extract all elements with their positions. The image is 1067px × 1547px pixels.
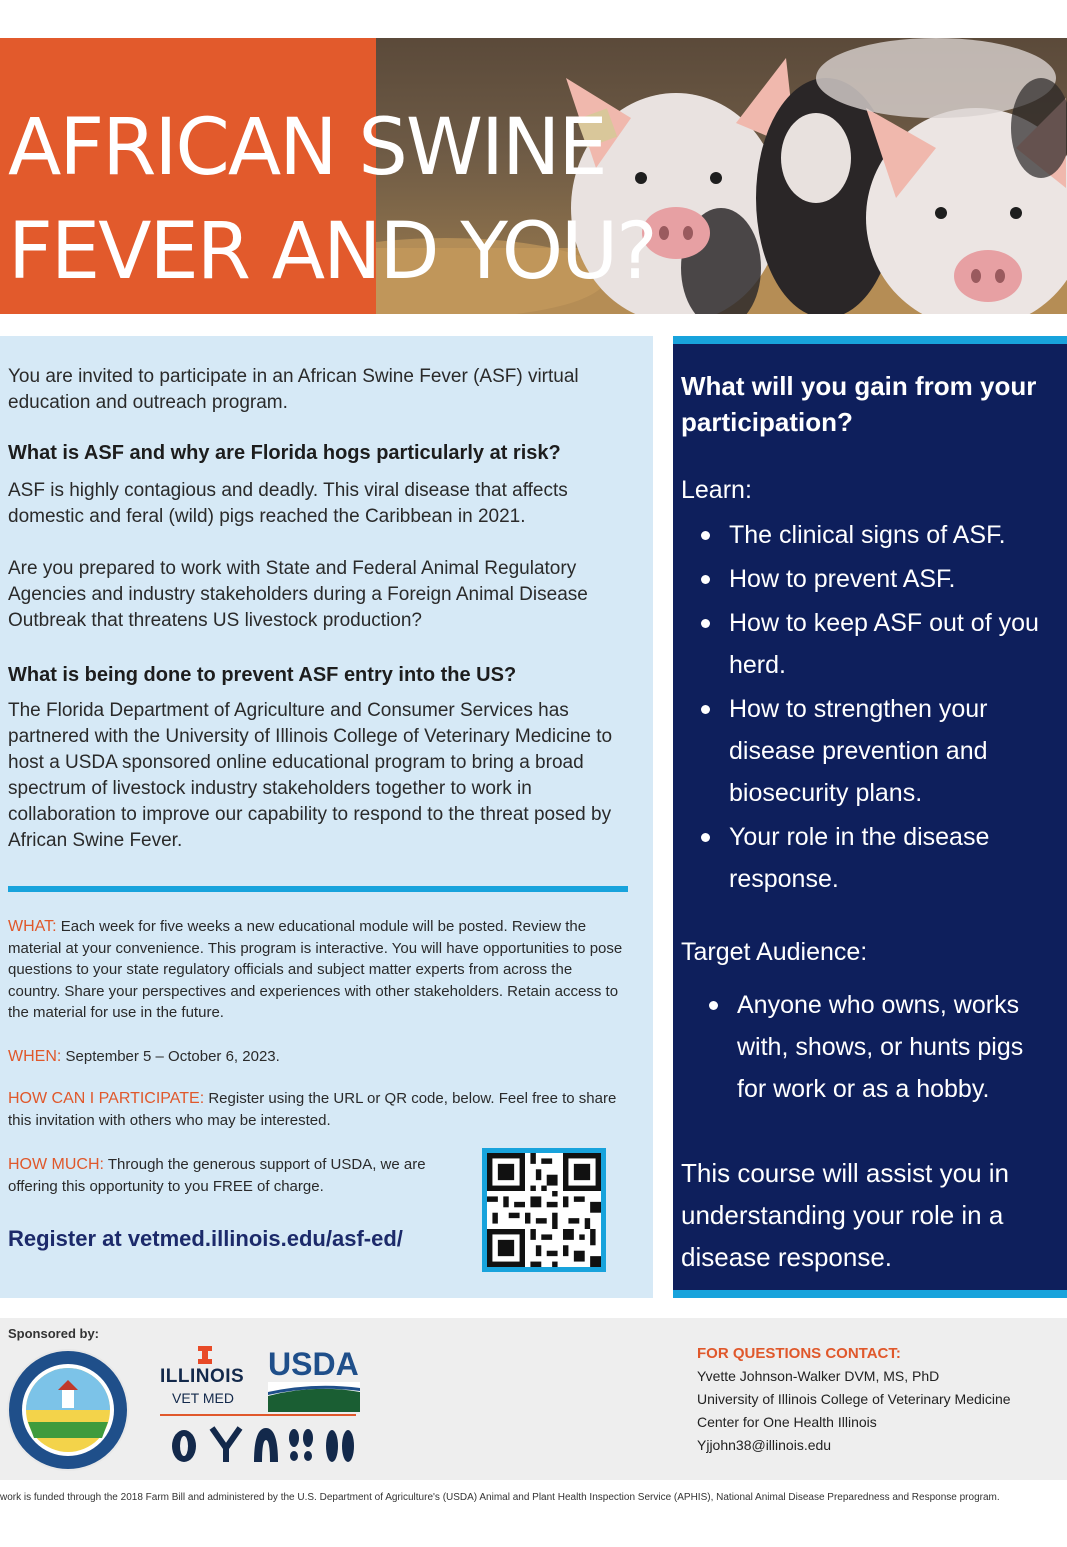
register-link[interactable]: Register at vetmed.illinois.edu/asf-ed/: [8, 1226, 403, 1251]
contact-heading: FOR QUESTIONS CONTACT:: [697, 1345, 901, 1362]
section-divider: [8, 886, 628, 892]
usda-wordmark: USDA: [268, 1346, 359, 1382]
when-block: [8, 1046, 638, 1068]
cost-block: [8, 1154, 428, 1197]
fdacs-seal-logo: [6, 1348, 130, 1472]
learn-item: Your role in the disease: [681, 816, 1067, 858]
learn-item-continued: disease prevention and: [729, 737, 988, 765]
vetmed-wordmark: VET MED: [172, 1390, 234, 1406]
learn-item-continued: biosecurity plans.: [729, 779, 923, 807]
prevention-heading: What is being done to prevent ASF entry into the US?: [8, 664, 517, 686]
asf-risk-section: [8, 440, 638, 634]
sponsored-by-label: Sponsored by:: [8, 1326, 100, 1341]
info-panel: [0, 336, 653, 1298]
benefits-panel: [673, 336, 1067, 1298]
learn-item: How to strengthen your: [681, 688, 1067, 730]
bullet-icon: [701, 705, 710, 714]
benefits-heading: What will you gain from your participation?: [681, 371, 1037, 437]
learn-item: How to prevent ASF.: [681, 558, 1067, 600]
learn-item: The clinical signs of ASF.: [681, 514, 1067, 556]
contact-center: Center for One Health Illinois: [697, 1414, 877, 1430]
audience-list: [689, 984, 1067, 1110]
what-block: [8, 916, 628, 1024]
participate-text: Register using the URL or QR code, below. Feel free to share this invitation with others who may be interested.: [8, 1090, 617, 1129]
contact-name: Yvette Johnson-Walker DVM, MS, PhD: [697, 1368, 940, 1384]
audience-item: Anyone who owns, works: [689, 984, 1067, 1026]
hero-title: [8, 96, 656, 304]
animal-tracks-icon: [166, 1424, 356, 1464]
qr-code[interactable]: [482, 1148, 606, 1272]
learn-list: [681, 514, 1067, 900]
intro-paragraph: You are invited to participate in an African Swine Fever (ASF) virtual education and outreach program.: [8, 366, 579, 413]
learn-item-continued: response.: [729, 865, 839, 893]
bullet-icon: [701, 575, 710, 584]
bullet-icon: [709, 1001, 718, 1010]
illinois-wordmark: ILLINOIS: [160, 1366, 245, 1387]
asf-risk-paragraph: ASF is highly contagious and deadly. This viral disease that affects domestic and feral (wild) pigs reached the Caribbean in 2021.: [8, 480, 568, 527]
hero-title-line-2: FEVER AND YOU?: [8, 207, 656, 297]
participate-block: [8, 1088, 618, 1131]
logo-divider: [160, 1414, 356, 1416]
audience-label: Target Audience:: [681, 938, 868, 966]
learn-label: Learn:: [681, 476, 752, 504]
contact-organization: University of Illinois College of Veterinary Medicine: [697, 1391, 1011, 1407]
audience-item-continued: for work or as a hobby.: [737, 1075, 990, 1103]
prevention-paragraph: The Florida Department of Agriculture and Consumer Services has partnered with the University of Illinois College of Veterinary Medicine to host a USDA sponsored online educational program to bring a broad spectrum of livestock industry stakeholders together to work in collaboration to improve our capability to respond to the threat posed by African Swine Fever.: [8, 700, 613, 851]
bullet-icon: [701, 833, 710, 842]
preparedness-paragraph: Are you prepared to work with State and Federal Animal Regulatory Agencies and industry stakeholders during a Foreign Animal Disease Outbreak that threatens US livestock production?: [8, 558, 588, 631]
usda-hills-icon: [268, 1382, 360, 1412]
what-label: WHAT:: [8, 918, 57, 935]
prevention-section: [8, 662, 638, 854]
illinois-block-i-icon: [198, 1346, 212, 1364]
bullet-icon: [701, 619, 710, 628]
hero-title-line-1: AFRICAN SWINE: [8, 103, 606, 193]
hero-banner: [0, 38, 1067, 314]
cost-label: HOW MUCH:: [8, 1156, 104, 1173]
contact-email[interactable]: Yjjohn38@illinois.edu: [697, 1437, 832, 1453]
qr-code-icon: [487, 1153, 601, 1267]
sponsor-footer: [0, 1318, 1067, 1480]
learn-item: How to keep ASF out of you: [681, 602, 1067, 644]
funding-note: work is funded through the 2018 Farm Bill and administered by the U.S. Department of Agriculture's (USDA) Animal and Plant Health Inspection Service (APHIS), National Animal Disease Preparedness and Response program.: [0, 1492, 1000, 1503]
learn-item-continued: herd.: [729, 651, 786, 679]
contact-block: [697, 1342, 1011, 1457]
when-text: September 5 – October 6, 2023.: [65, 1048, 280, 1065]
participate-label: HOW CAN I PARTICIPATE:: [8, 1090, 205, 1107]
intro-section: [8, 364, 638, 416]
bullet-icon: [701, 531, 710, 540]
asf-risk-heading: What is ASF and why are Florida hogs particularly at risk?: [8, 442, 561, 464]
when-label: WHEN:: [8, 1048, 62, 1065]
course-summary: This course will assist you in understanding your role in a disease response.: [681, 1158, 1009, 1272]
what-text: Each week for five weeks a new educational module will be posted. Review the material at your convenience. This program is interactive. You will have opportunities to pose questions to your state regulatory officials and subject matter experts from across the country. Share your perspectives and experiences with other stakeholders. Retain access to the material for use in the future.: [8, 918, 623, 1021]
cost-text: Through the generous support of USDA, we are offering this opportunity to you FREE of charge.: [8, 1156, 426, 1195]
audience-item-continued: with, shows, or hunts pigs: [737, 1033, 1024, 1061]
